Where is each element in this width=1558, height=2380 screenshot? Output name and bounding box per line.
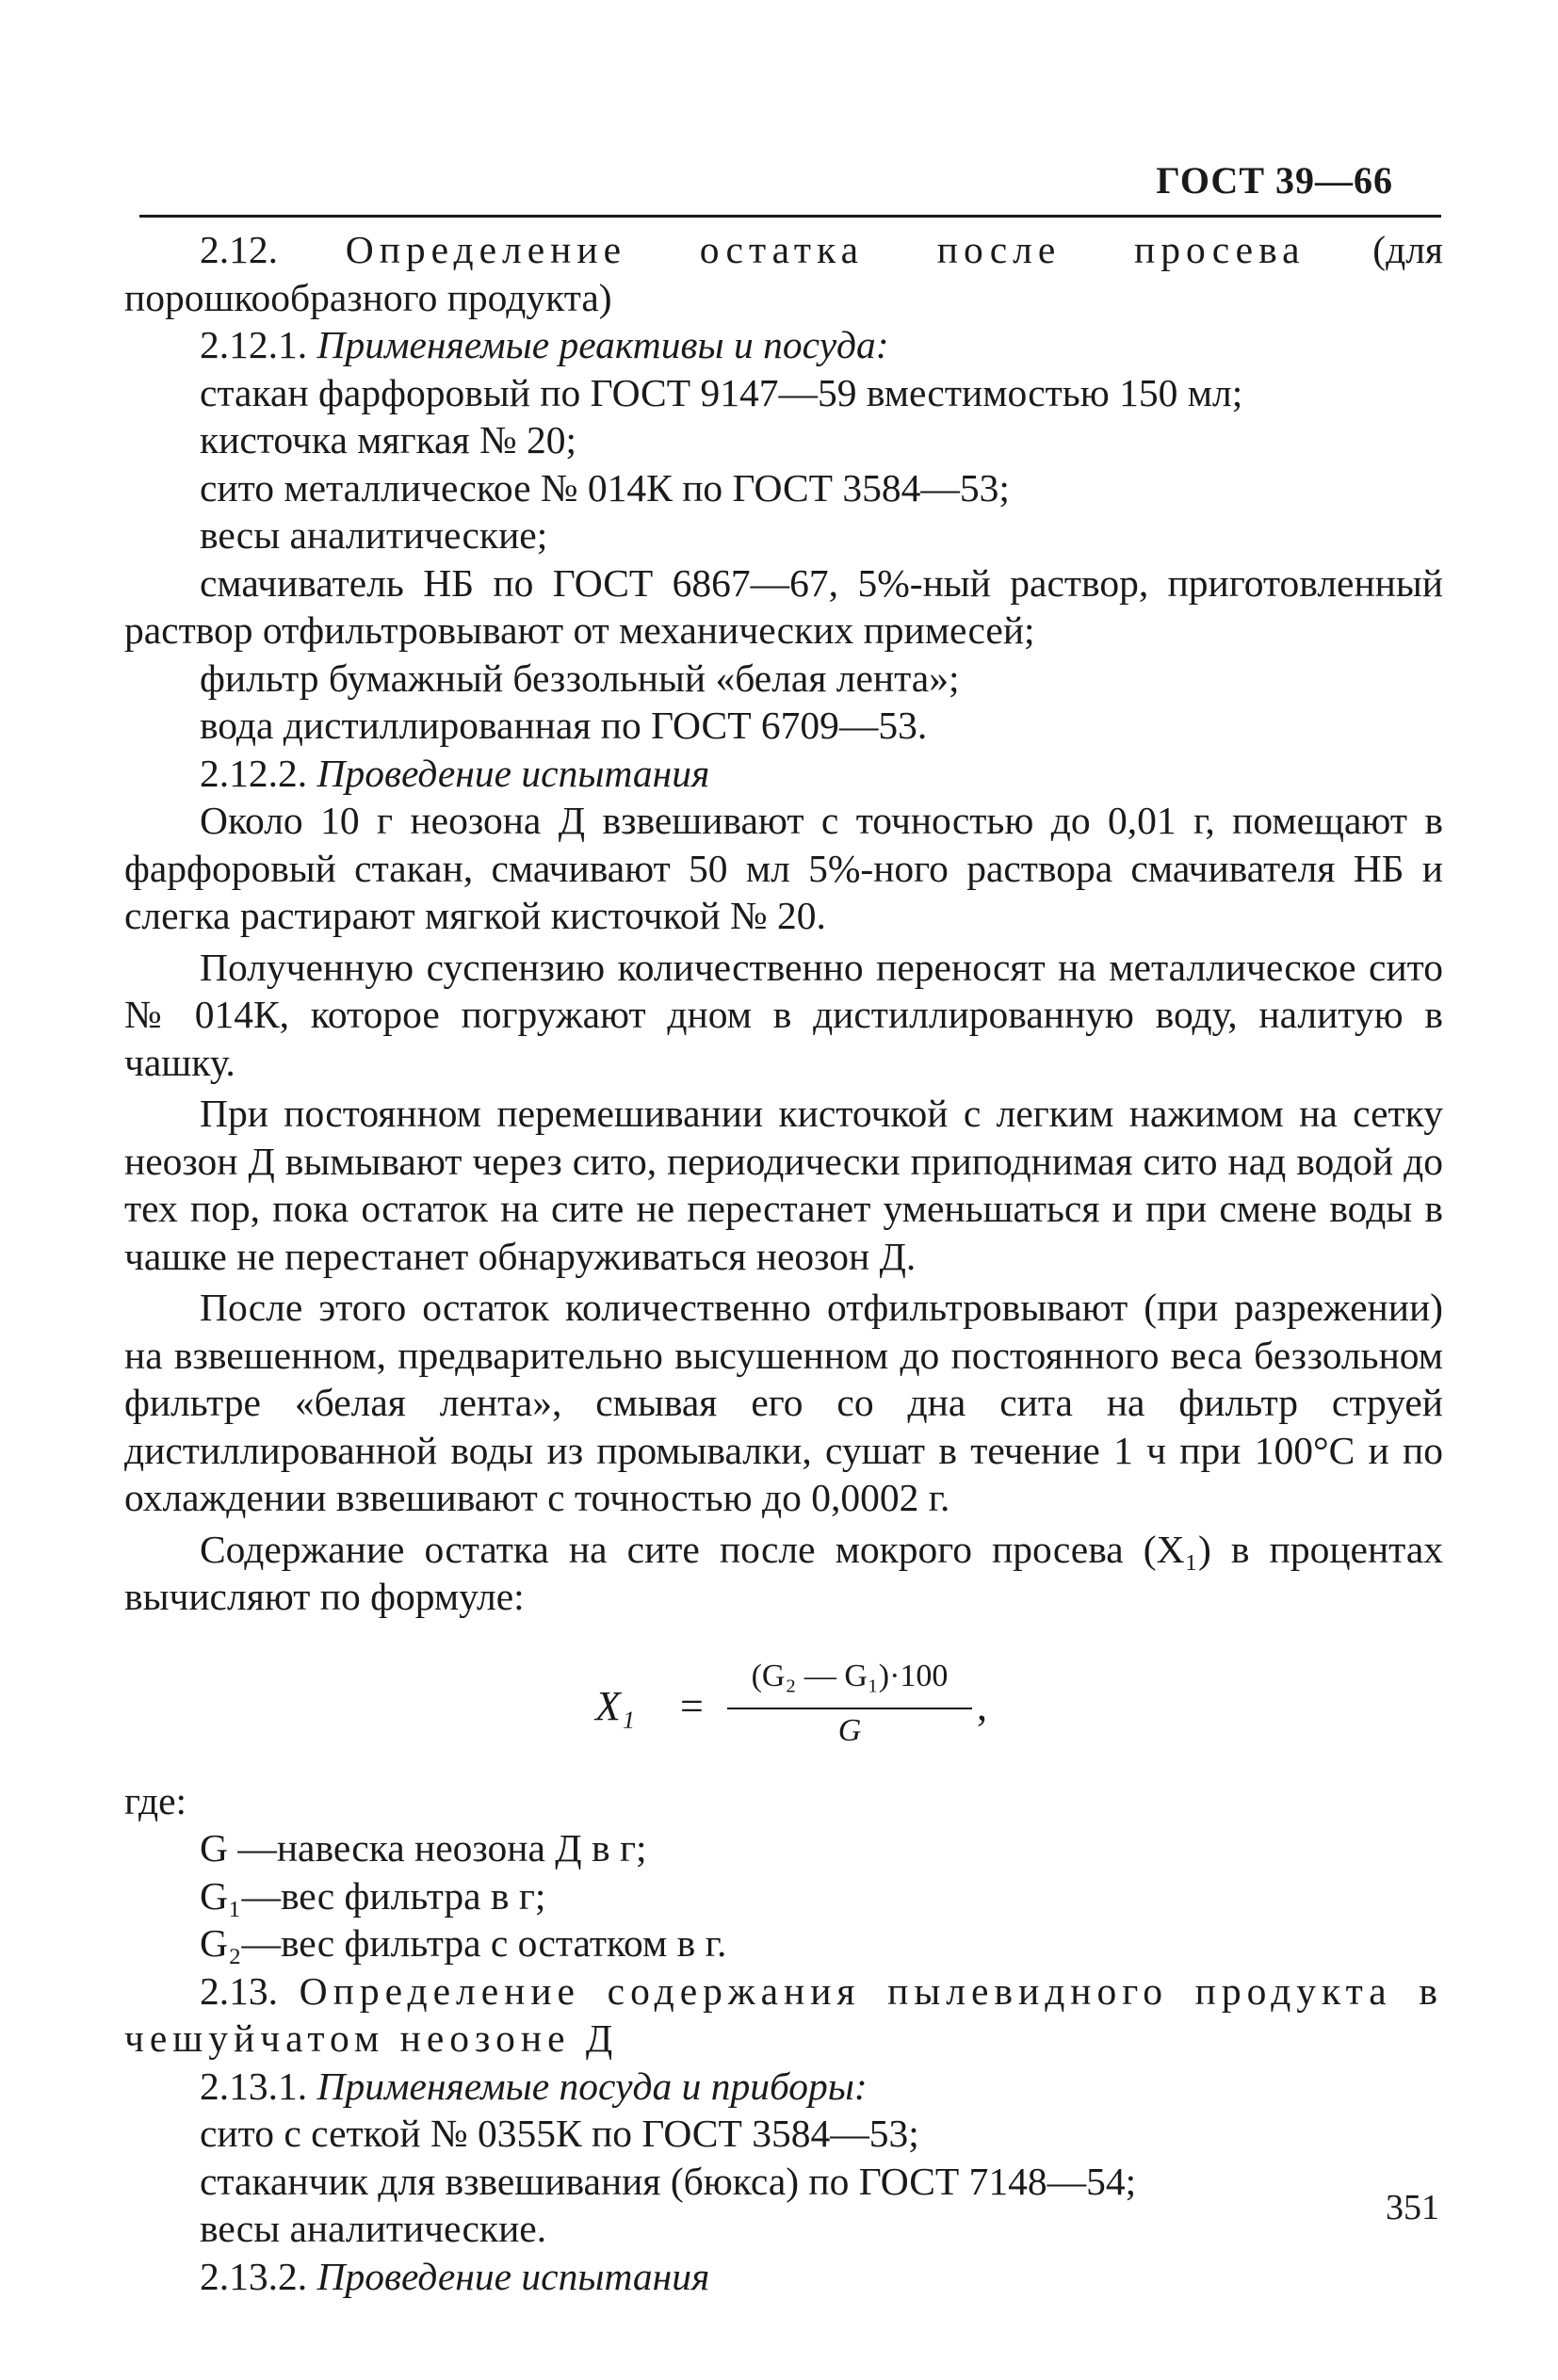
section-title: Проведение испытания	[316, 751, 710, 795]
formula	[124, 1636, 1443, 1777]
section-2-13-heading	[124, 1967, 1443, 2063]
definition-item: G₁—вес фильтра в г;	[200, 1873, 546, 1918]
page-number: 351	[1386, 2188, 1439, 2227]
list-item: кисточка мягкая № 20;	[200, 418, 577, 461]
formula-comma: ,	[977, 1682, 987, 1729]
definition-item: G —навеска неозона Д в г;	[200, 1826, 647, 1870]
list-item: стакан фарфоровый по ГОСТ 9147—59 вместимостью 150 мл;	[200, 370, 1243, 414]
header-rule	[139, 215, 1441, 218]
section-number: 2.13.	[200, 1968, 278, 2013]
section-number: 2.13.2.	[200, 2254, 308, 2298]
definition-item: G₂—вес фильтра с остатком в г.	[200, 1921, 727, 1965]
section-title: Определение остатка после просева	[345, 228, 1306, 271]
section-title: Применяемые реактивы и посуда:	[316, 323, 889, 366]
body-text	[124, 226, 1443, 2300]
section-number: 2.13.1.	[200, 2064, 308, 2108]
where-label: где:	[124, 1778, 187, 1822]
paragraph: Около 10 г неозона Д взвешивают с точностью до 0,01 г, помещают в фарфоровый стакан, смачивают 50 мл 5%-ного раствора смачивателя НБ и слегка растирают мягкой кисточкой № 20.	[124, 799, 1443, 937]
list-item: смачиватель НБ по ГОСТ 6867—67, 5%-ный раствор, приготовленный раствор отфильтровывают от механических примесей;	[124, 560, 1443, 652]
section-2-12-2-heading	[124, 750, 1443, 798]
list-item: стаканчик для взвешивания (бюкса) по ГОСТ 7148—54;	[200, 2159, 1137, 2203]
list-item: весы аналитические;	[200, 513, 548, 557]
list-item: сито с сеткой № 0355К по ГОСТ 3584—53;	[200, 2112, 919, 2155]
section-number: 2.12.2.	[200, 751, 308, 795]
section-title: Проведение испытания	[316, 2254, 710, 2298]
section-title-tail: (для порошкообразного продукта)	[124, 228, 1443, 319]
section-2-13-1-heading	[124, 2063, 1443, 2111]
section-2-12-heading	[124, 226, 1443, 321]
formula-denominator: G	[837, 1712, 862, 1748]
section-2-12-1-heading	[124, 321, 1443, 369]
section-title: Определение содержания пылевидного продукта в чешуйчатом неозоне Д	[124, 1968, 1443, 2060]
formula-equals: =	[680, 1682, 704, 1729]
formula-numerator: (G₂ — G₁)·100	[751, 1658, 949, 1693]
list-item: фильтр бумажный беззольный «белая лента»;	[200, 656, 960, 700]
list-item: сито металлическое № 014К по ГОСТ 3584—53;	[200, 465, 1010, 510]
section-2-13-2-heading	[124, 2253, 1443, 2301]
section-number: 2.12.	[200, 228, 278, 271]
paragraph: Содержание остатка на сите после мокрого просева (X₁) в процентах вычисляют по формуле:	[124, 1527, 1443, 1618]
paragraph: После этого остаток количественно отфильтровывают (при разрежении) на взвешенном, предварительно высушенном до постоянного веса беззольном фильтре «белая лента», смывая его со дна сита на фильтр струей дистиллированной воды из промывалки, сушат в течение 1 ч при 100°С и по охлаждении взвешивают с точностью до 0,0002 г.	[124, 1286, 1443, 1519]
list-item: вода дистиллированная по ГОСТ 6709—53.	[200, 704, 928, 747]
standard-code: ГОСТ 39—66	[1156, 159, 1393, 202]
paragraph: Полученную суспензию количественно переносят на металлическое сито № 014К, которое погружают дном в дистиллированную воду, налитую в чашку.	[124, 945, 1443, 1084]
list-item: весы аналитические.	[200, 2207, 547, 2250]
section-title: Применяемые посуда и приборы:	[316, 2064, 868, 2108]
formula-lhs: X₁	[595, 1682, 636, 1729]
paragraph: При постоянном перемешивании кисточкой с легким нажимом на сетку неозон Д вымывают через сито, периодически приподнимая сито над водой до тех пор, пока остаток на сите не перестанет уменьшаться и при смене воды в чашке не перестанет обнаруживаться неозон Д.	[124, 1092, 1443, 1278]
section-number: 2.12.1.	[200, 323, 308, 366]
